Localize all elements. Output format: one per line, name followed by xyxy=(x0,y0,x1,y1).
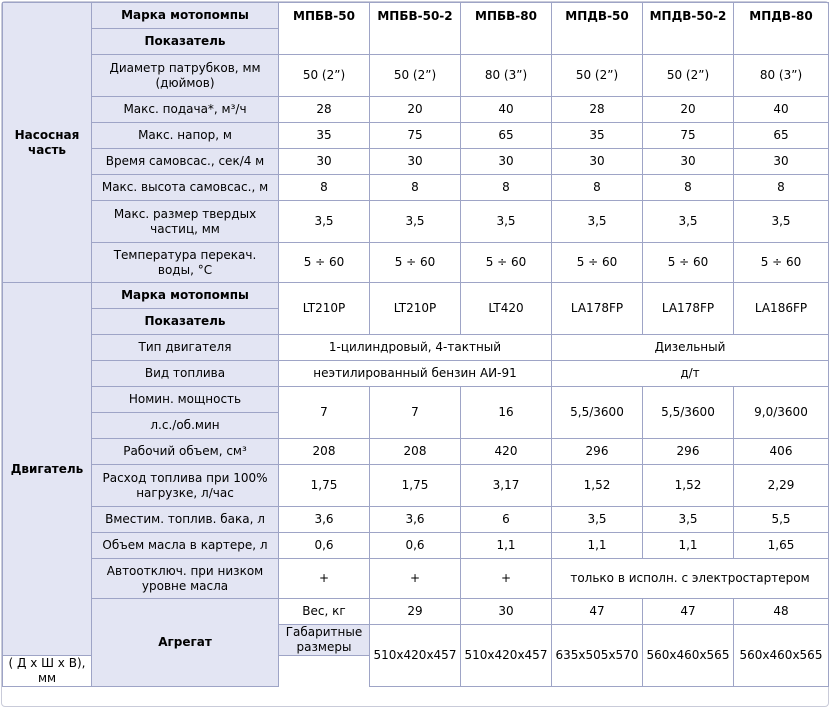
cell: 30 xyxy=(279,149,370,175)
cell: 1,1 xyxy=(552,533,643,559)
cell: 50 (2”) xyxy=(370,55,461,97)
model-header: МПБВ-80 xyxy=(461,3,552,55)
cell: 5,5 xyxy=(734,507,829,533)
cell: 208 xyxy=(370,439,461,465)
cell: 7 xyxy=(279,387,370,439)
cell: 20 xyxy=(370,97,461,123)
cell: 1,75 xyxy=(279,465,370,507)
cell: 3,6 xyxy=(370,507,461,533)
cell: + xyxy=(370,559,461,599)
table-row xyxy=(3,559,829,599)
section-pump: Насосная часть xyxy=(3,3,92,283)
cell: 420 xyxy=(461,439,552,465)
cell: 5,5/3600 xyxy=(552,387,643,439)
model-header: МПДВ-80 xyxy=(734,3,829,55)
cell: 35 xyxy=(279,123,370,149)
cell: 5 ÷ 60 xyxy=(461,243,552,283)
cell: 30 xyxy=(461,149,552,175)
cell: 30 xyxy=(461,599,552,625)
cell: 1,1 xyxy=(461,533,552,559)
cell: 30 xyxy=(370,149,461,175)
cell: 2,29 xyxy=(734,465,829,507)
cell: 28 xyxy=(552,97,643,123)
table-row xyxy=(3,97,829,123)
cell: + xyxy=(279,559,370,599)
cell: 48 xyxy=(734,599,829,625)
row-label: Макс. высота самовсас., м xyxy=(92,175,279,201)
cell: 296 xyxy=(552,439,643,465)
cell: 3,5 xyxy=(552,507,643,533)
cell: 40 xyxy=(461,97,552,123)
table-row xyxy=(3,439,829,465)
cell: 40 xyxy=(734,97,829,123)
cell: 50 (2”) xyxy=(279,55,370,97)
cell: 16 xyxy=(461,387,552,439)
cell: 5 ÷ 60 xyxy=(370,243,461,283)
cell: 8 xyxy=(461,175,552,201)
section-engine: Двигатель xyxy=(3,283,92,656)
cell: 560x460x565 xyxy=(734,625,829,687)
cell: 80 (3”) xyxy=(461,55,552,97)
cell: 50 (2”) xyxy=(552,55,643,97)
engine-type-diesel: Дизельный xyxy=(552,335,829,361)
table-row xyxy=(3,465,829,507)
cell: 47 xyxy=(643,599,734,625)
cell: 3,5 xyxy=(370,201,461,243)
cell: 1,52 xyxy=(643,465,734,507)
cell: 8 xyxy=(279,175,370,201)
row-label: Габаритные размеры xyxy=(279,625,370,656)
table-row xyxy=(3,361,829,387)
row-label: Макс. подача*, м³/ч xyxy=(92,97,279,123)
cell: 50 (2”) xyxy=(643,55,734,97)
autoshutoff-diesel-note: только в исполн. с электростартером xyxy=(552,559,829,599)
row-label: Номин. мощность xyxy=(92,387,279,413)
cell: 635x505x570 xyxy=(552,625,643,687)
row-label: Вид топлива xyxy=(92,361,279,387)
cell: 3,5 xyxy=(279,201,370,243)
row-label: Вместим. топлив. бака, л xyxy=(92,507,279,533)
table-row xyxy=(3,335,829,361)
engine-type-gasoline: 1-цилиндровый, 4-тактный xyxy=(279,335,552,361)
cell: 5 ÷ 60 xyxy=(279,243,370,283)
cell: 8 xyxy=(734,175,829,201)
cell: 3,5 xyxy=(643,507,734,533)
row-label: Тип двигателя xyxy=(92,335,279,361)
fuel-gasoline: неэтилированный бензин АИ-91 xyxy=(279,361,552,387)
cell: 1,65 xyxy=(734,533,829,559)
brand-header: Марка мотопомпы xyxy=(92,3,279,29)
cell: 1,1 xyxy=(643,533,734,559)
engine-model: LT210P xyxy=(370,283,461,335)
brand-header: Марка мотопомпы xyxy=(92,283,279,309)
indicator-header: Показатель xyxy=(92,29,279,55)
row-label: Макс. напор, м xyxy=(92,123,279,149)
engine-model: LT420 xyxy=(461,283,552,335)
cell: 510x420x457 xyxy=(461,625,552,687)
table-row xyxy=(3,149,829,175)
cell: 75 xyxy=(370,123,461,149)
row-label: Расход топлива при 100% нагрузке, л/час xyxy=(92,465,279,507)
engine-model: LA178FP xyxy=(552,283,643,335)
cell: 65 xyxy=(461,123,552,149)
cell: 30 xyxy=(552,149,643,175)
model-header: МПДВ-50 xyxy=(552,3,643,55)
cell: 28 xyxy=(279,97,370,123)
cell: 1,75 xyxy=(370,465,461,507)
cell: 1,52 xyxy=(552,465,643,507)
cell: 29 xyxy=(370,599,461,625)
table-row xyxy=(3,387,829,413)
cell: 0,6 xyxy=(279,533,370,559)
cell: 9,0/3600 xyxy=(734,387,829,439)
cell: 7 xyxy=(370,387,461,439)
engine-model: LA186FP xyxy=(734,283,829,335)
row-label: Объем масла в картере, л xyxy=(92,533,279,559)
cell: 3,17 xyxy=(461,465,552,507)
cell: 0,6 xyxy=(370,533,461,559)
table-row xyxy=(3,533,829,559)
table-row xyxy=(3,599,829,625)
row-label: л.с./об.мин xyxy=(92,413,279,439)
table-row xyxy=(3,175,829,201)
motor-pump-spec-table xyxy=(2,2,829,687)
cell: 30 xyxy=(734,149,829,175)
cell: 5 ÷ 60 xyxy=(734,243,829,283)
cell: 65 xyxy=(734,123,829,149)
section-unit: Агрегат xyxy=(92,599,279,687)
cell: 5 ÷ 60 xyxy=(643,243,734,283)
cell: 80 (3”) xyxy=(734,55,829,97)
table-row xyxy=(3,123,829,149)
cell: 75 xyxy=(643,123,734,149)
row-label: Макс. размер твердых частиц, мм xyxy=(92,201,279,243)
row-label: Рабочий объем, см³ xyxy=(92,439,279,465)
row-label: Вес, кг xyxy=(279,599,370,625)
engine-model: LT210P xyxy=(279,283,370,335)
table-row xyxy=(3,201,829,243)
model-header: МПБВ-50-2 xyxy=(370,3,461,55)
engine-model: LA178FP xyxy=(643,283,734,335)
cell: 47 xyxy=(552,599,643,625)
row-label: Диаметр патрубков, мм (дюймов) xyxy=(92,55,279,97)
table-row xyxy=(3,243,829,283)
row-label: Время самовсас., сек/4 м xyxy=(92,149,279,175)
model-header: МПБВ-50 xyxy=(279,3,370,55)
cell: 30 xyxy=(643,149,734,175)
indicator-header: Показатель xyxy=(92,309,279,335)
cell: 8 xyxy=(643,175,734,201)
cell: 3,5 xyxy=(643,201,734,243)
cell: 8 xyxy=(552,175,643,201)
cell: 208 xyxy=(279,439,370,465)
cell: 3,5 xyxy=(734,201,829,243)
model-header: МПДВ-50-2 xyxy=(643,3,734,55)
cell: 3,6 xyxy=(279,507,370,533)
cell: 296 xyxy=(643,439,734,465)
fuel-diesel: д/т xyxy=(552,361,829,387)
cell: 510x420x457 xyxy=(370,625,461,687)
cell: 5 ÷ 60 xyxy=(552,243,643,283)
cell: 20 xyxy=(643,97,734,123)
table-row xyxy=(3,507,829,533)
cell: 560x460x565 xyxy=(643,625,734,687)
table-row xyxy=(3,55,829,97)
row-label: Автоотключ. при низком уровне масла xyxy=(92,559,279,599)
cell: 6 xyxy=(461,507,552,533)
cell: 8 xyxy=(370,175,461,201)
cell: + xyxy=(461,559,552,599)
cell: 35 xyxy=(552,123,643,149)
row-label: Температура перекач. воды, °С xyxy=(92,243,279,283)
cell: 406 xyxy=(734,439,829,465)
cell: 3,5 xyxy=(461,201,552,243)
row-label: ( Д х Ш х В), мм xyxy=(3,656,92,687)
cell: 5,5/3600 xyxy=(643,387,734,439)
cell: 3,5 xyxy=(552,201,643,243)
